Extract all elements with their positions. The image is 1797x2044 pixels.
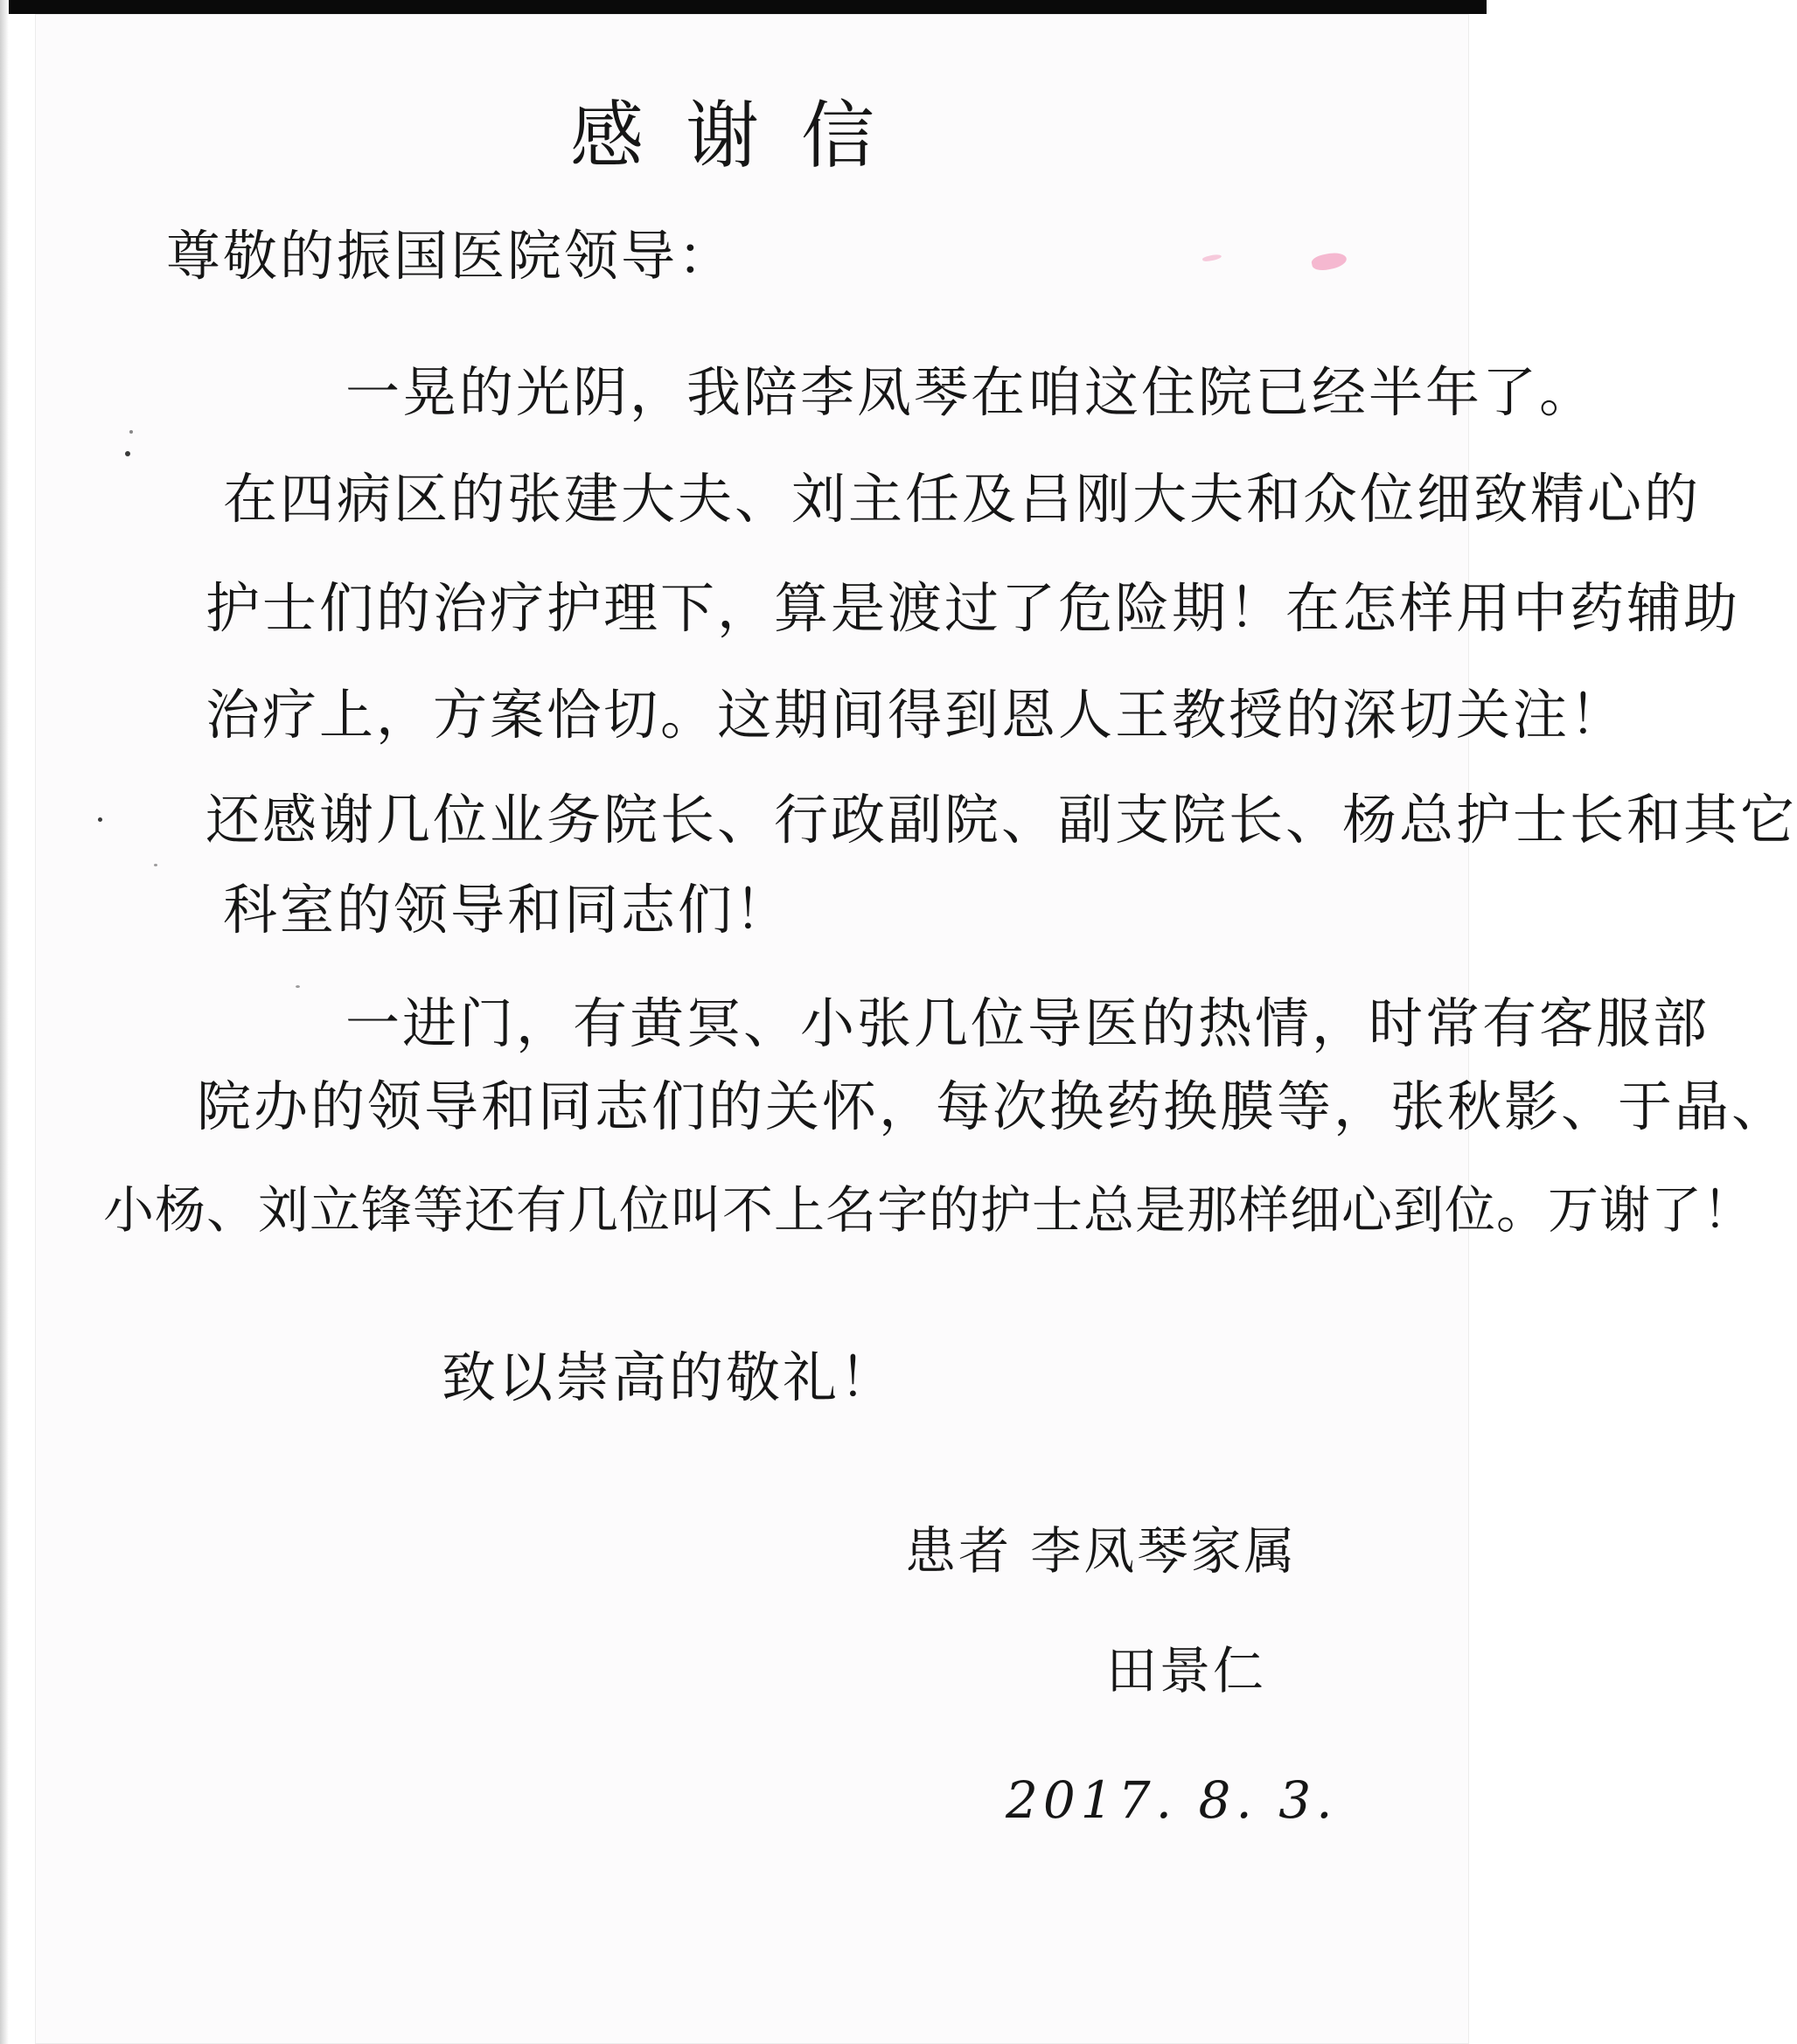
letter-closing: 致以崇高的敬礼！ [442, 1345, 897, 1409]
paragraph-line: 治疗上，方案恰切。这期间得到恩人王教授的深切关注！ [205, 683, 1627, 747]
paper-speck [154, 864, 157, 866]
paper-speck [129, 430, 133, 434]
scan-border-left [0, 0, 9, 2044]
paragraph-line: 一晃的光阴，我陪李凤琴在咱这住院已经半年了。 [345, 360, 1597, 424]
signature-name: 田景仁 [1106, 1641, 1267, 1700]
paragraph-line: 院办的领导和同志们的关怀，每次换药换膜等，张秋影、于晶、 [197, 1074, 1789, 1138]
paragraph-line: 在四病区的张建大夫、刘主任及吕刚大夫和众位细致精心的 [223, 467, 1702, 531]
paragraph-line: 还感谢几位业务院长、行政副院、副支院长、杨总护士长和其它 [205, 788, 1797, 852]
paragraph-line: 科室的领导和同志们！ [223, 878, 792, 942]
signature-date: 2017. 8. 3. [1006, 1770, 1338, 1830]
paper-speck [98, 817, 102, 822]
signature-role: 患者 李凤琴家属 [905, 1521, 1298, 1581]
letter-salutation: 尊敬的振国医院领导： [166, 224, 735, 288]
letter-title: 感谢信 [569, 93, 916, 178]
paper-speck [125, 451, 130, 456]
paragraph-line: 护士们的治疗护理下，算是渡过了危险期！在怎样用中药辅助 [205, 576, 1741, 640]
scan-border-top [0, 0, 1487, 14]
paragraph-line: 小杨、刘立锋等还有几位叫不上名字的护士总是那样细心到位。万谢了！ [103, 1180, 1755, 1240]
paper-speck [296, 985, 300, 988]
paragraph-line: 一进门，有黄冥、小张几位导医的热情，时常有客服部 [345, 991, 1710, 1055]
